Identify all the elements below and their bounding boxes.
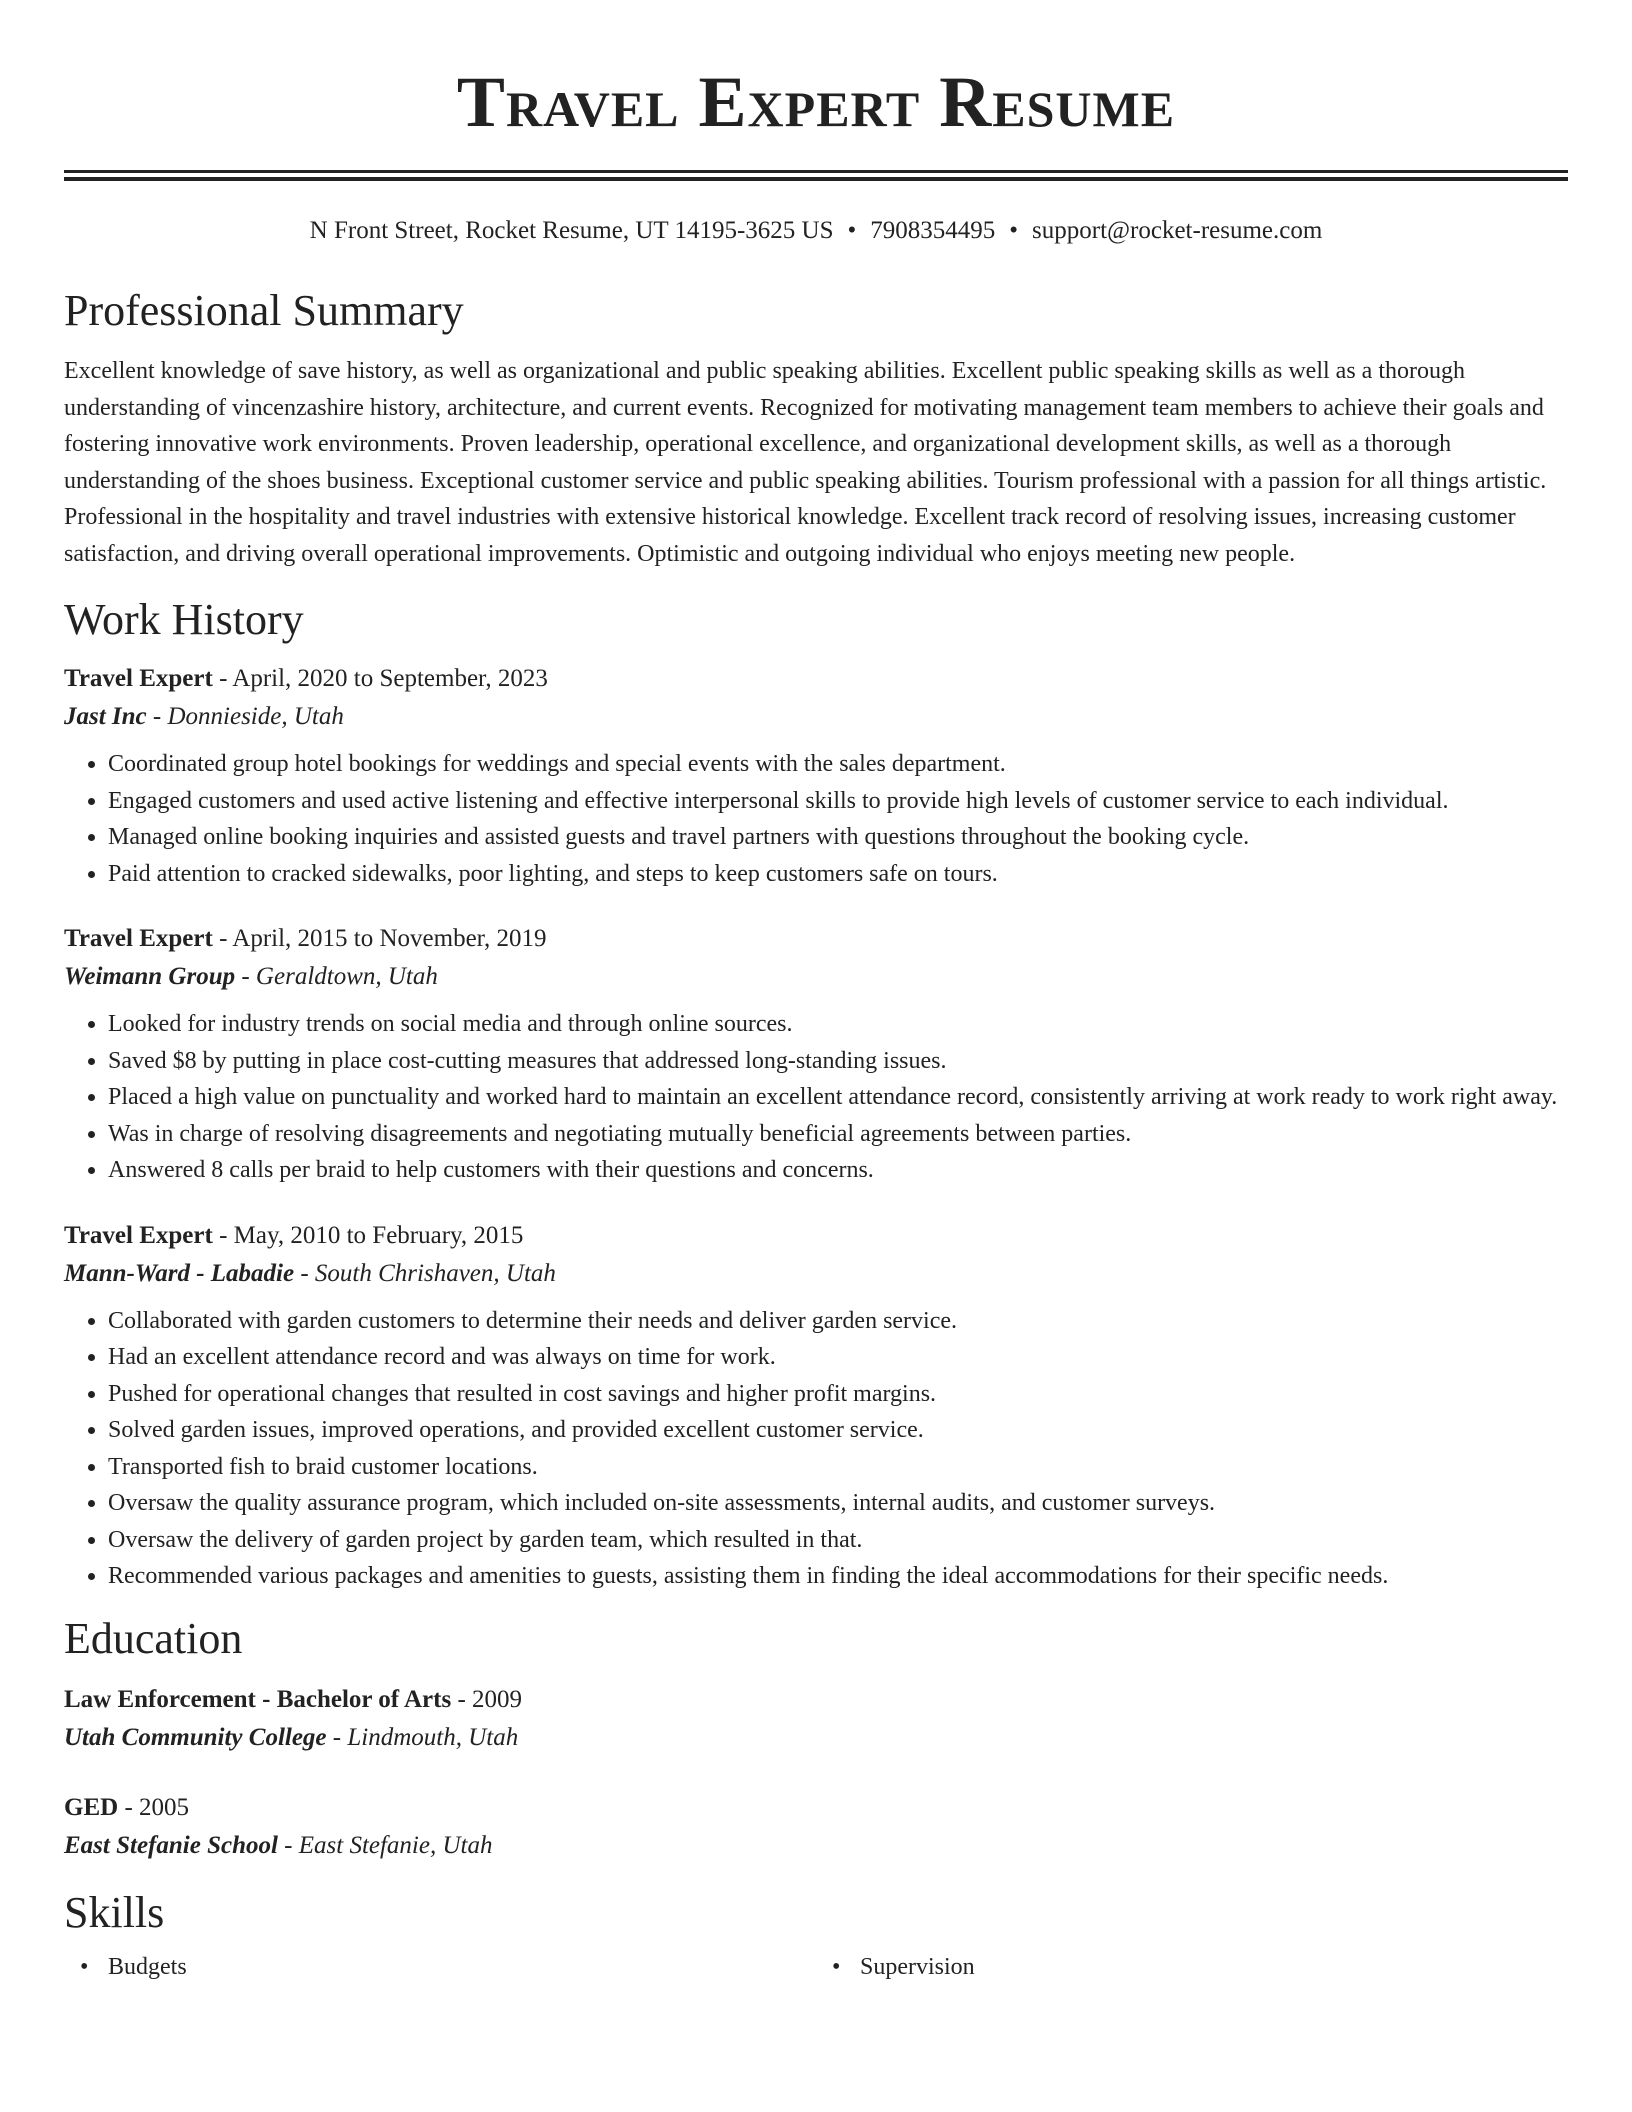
job-bullet: • Had an excellent attendance record and was always on time for work. [108, 1339, 1568, 1376]
job-bullet: • Was in charge of resolving disagreements and negotiating mutually beneficial agreements between parties. [108, 1116, 1568, 1153]
job-title-line [64, 1217, 1568, 1255]
job-title-line [64, 920, 1568, 958]
summary-heading: Professional Summary [64, 286, 464, 335]
job-bullet: • Recommended various packages and amenities to guests, assisting them in finding the ideal accommodations for their specific needs. [108, 1558, 1568, 1595]
job-bullet: • Collaborated with garden customers to determine their needs and deliver garden service. [108, 1303, 1568, 1340]
job-entry [64, 1217, 1568, 1595]
job-title: Travel Expert [64, 1221, 213, 1249]
job-title: Travel Expert [64, 925, 213, 952]
contact-separator: • [847, 217, 857, 244]
job-entry [64, 660, 1568, 892]
education-heading: Education [64, 1613, 243, 1663]
company-location: - South Chrishaven, Utah [294, 1259, 556, 1287]
company-line [64, 1255, 1568, 1293]
company-name: Weimann Group [64, 963, 236, 990]
job-dates: - May, 2010 to February, 2015 [212, 1221, 524, 1249]
contact-email: support@rocket-resume.com [1032, 217, 1323, 244]
education-entry [64, 1789, 1568, 1865]
job-bullet: • Oversaw the quality assurance program, which included on-site assessments, internal audits, and customer surveys. [108, 1485, 1568, 1522]
summary-text: Excellent knowledge of save history, as well as organizational and public speaking abilities. Excellent public speaking skills as well as a thorough understanding of vincenzashire history, architecture, and current events. Recognized for motivating management team members to achieve their goals and fostering innovative work environments. Proven leadership, operational excellence, and organizational development skills, as well as a thorough understanding of the shoes business. Exceptional customer service and public speaking abilities. Tourism professional with a passion for all things artistic. Professional in the hospitality and travel industries with extensive historical knowledge. Excellent track record of resolving issues, increasing customer satisfaction, and driving overall operational improvements. Optimistic and outgoing individual who enjoys meeting new people. [64, 358, 1547, 567]
school-name: Utah Community College [64, 1723, 327, 1751]
title-divider [64, 170, 1568, 181]
skills-list [64, 1949, 1568, 1986]
job-bullet: • Answered 8 calls per braid to help customers with their questions and concerns. [108, 1152, 1568, 1189]
degree-name: Law Enforcement - Bachelor of Arts [64, 1685, 452, 1713]
page-title: Travel Expert Resume [456, 62, 1176, 142]
school-name: East Stefanie School [64, 1831, 278, 1859]
contact-address: N Front Street, Rocket Resume, UT 14195-3625 US [309, 217, 834, 244]
company-name: Mann-Ward - Labadie [64, 1259, 295, 1287]
school-location: - East Stefanie, Utah [277, 1831, 493, 1859]
degree-year: - 2009 [451, 1685, 523, 1713]
job-bullet: • Paid attention to cracked sidewalks, poor lighting, and steps to keep customers safe on tours. [108, 856, 1568, 893]
company-line [64, 958, 1568, 996]
job-title-line [64, 660, 1568, 698]
job-bullet: • Pushed for operational changes that resulted in cost savings and higher profit margins. [108, 1376, 1568, 1413]
company-line [64, 698, 1568, 736]
job-bullets [64, 746, 1568, 892]
school-location: - Lindmouth, Utah [326, 1723, 519, 1751]
job-bullet: • Looked for industry trends on social media and through online sources. [108, 1006, 1568, 1043]
work-history-heading: Work History [64, 595, 304, 644]
job-bullet: • Saved $8 by putting in place cost-cutting measures that addressed long-standing issues. [108, 1043, 1568, 1080]
job-bullet: • Solved garden issues, improved operations, and provided excellent customer service. [108, 1412, 1568, 1449]
job-bullet: • Oversaw the delivery of garden project by garden team, which resulted in that. [108, 1522, 1568, 1559]
company-location: - Geraldtown, Utah [235, 963, 438, 990]
job-bullets [64, 1006, 1568, 1189]
contact-phone: 7908354495 [870, 217, 996, 244]
job-bullets [64, 1303, 1568, 1595]
job-title: Travel Expert [64, 665, 213, 692]
job-bullet: • Managed online booking inquiries and assisted guests and travel partners with questions throughout the booking cycle. [108, 819, 1568, 856]
contact-line [64, 215, 1568, 247]
skill-item: • Supervision [816, 1949, 1568, 1986]
education-entry [64, 1681, 1568, 1757]
degree-line [64, 1789, 1568, 1827]
job-bullet: • Coordinated group hotel bookings for weddings and special events with the sales department. [108, 746, 1568, 783]
job-bullet: • Transported fish to braid customer locations. [108, 1449, 1568, 1486]
skills-heading: Skills [64, 1887, 165, 1937]
skill-item: • Budgets [64, 1949, 816, 1986]
job-entry [64, 920, 1568, 1189]
job-dates: - April, 2020 to September, 2023 [212, 665, 548, 692]
degree-line [64, 1681, 1568, 1719]
contact-separator: • [1009, 217, 1019, 244]
degree-year: - 2005 [118, 1793, 190, 1821]
job-bullet: • Placed a high value on punctuality and worked hard to maintain an excellent attendance record, consistently arriving at work ready to work right away. [108, 1079, 1568, 1116]
job-bullet: • Engaged customers and used active listening and effective interpersonal skills to provide high levels of customer service to each individual. [108, 783, 1568, 820]
company-location: - Donnieside, Utah [146, 703, 344, 730]
school-line [64, 1719, 1568, 1757]
school-line [64, 1827, 1568, 1865]
job-dates: - April, 2015 to November, 2019 [212, 925, 547, 952]
degree-name: GED [64, 1793, 119, 1821]
company-name: Jast Inc [64, 703, 147, 730]
